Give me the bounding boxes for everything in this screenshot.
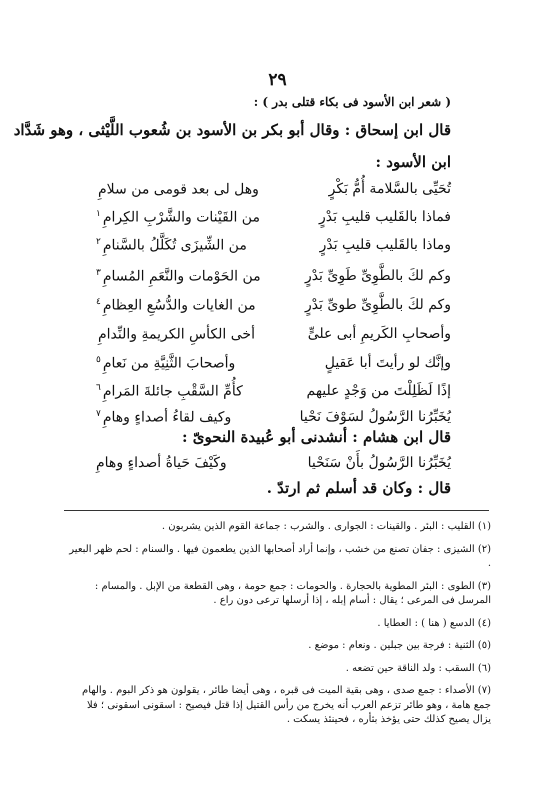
verse: [96, 233, 451, 257]
verse-second-text: من الشِّيزَى تُكَلَّلُ بالسَّنامِ: [102, 237, 247, 254]
intro-line: قال ابن إسحاق : وقال أبو بكر بن الأسود بن شُعوب اللَّيْثى ، وهو شَدَّاد: [13, 121, 451, 139]
footnotes: [66, 520, 491, 736]
verse-first-hemistich: يُخَبِّرُنا الرَّسُولُ بأَنْ سَنَحْيا: [307, 455, 451, 471]
verse: [96, 177, 451, 201]
footnote-ref: ٣: [96, 267, 101, 278]
verse-second-hemistich: [96, 209, 260, 226]
verse-second-text: من الغايات والدُّسُعِ العِظامِ: [102, 297, 256, 314]
verse-second-text: وهل لى بعد قومى من سلامِ: [98, 181, 259, 198]
verse-first-hemistich: وكم لكَ بالطَّوِىِّ طوىِّ بَدْرٍ: [304, 297, 451, 313]
verse: [96, 405, 451, 429]
prose-ibn-hisham: قال ابن هشام : أنشدنى أبو عُبيدة النحوىّ :: [182, 428, 451, 446]
verse-second-hemistich: [96, 268, 261, 285]
verse-first-hemistich: وماذا بالقَليب قليبِ بَدْرٍ: [319, 237, 451, 253]
footnote-ref: ٤: [96, 296, 101, 307]
verse-second-text: وكيف لقاءُ أصداءٍ وهامِ: [102, 409, 232, 426]
verse-second-hemistich: [96, 355, 235, 372]
verse: [96, 322, 451, 346]
footnote: (١) القليب : البئر . والقينات : الجوارى . والشرب : جماعة القوم الذين يشربون .: [161, 521, 491, 532]
footnote: (٣) الطوى : البئر المطوية بالحجارة . والحومات : جمع حومة ، وهى القطعة من الإبل . والمسام : المرسل فى المرعى ؛ يقال : أسام إبله ، إذا أرسلها ترعى دون راع .: [94, 580, 491, 606]
verse-second-hemistich: [96, 326, 255, 343]
footnote-ref: ١: [96, 208, 101, 219]
verse-second-hemistich: [96, 181, 259, 198]
footnote-ref: ٧: [96, 408, 101, 419]
section-header: ( شعر ابن الأسود فى بكاء قتلى بدر ) :: [253, 95, 451, 109]
verse-alternate: [96, 451, 451, 475]
verse-second-text: كأُمِّ السَّقْبِ جائلةَ المَرامِ: [102, 383, 243, 400]
verse-second-hemistich: [96, 409, 231, 426]
footnote-ref: ٦: [96, 382, 101, 393]
verse-first-hemistich: يُخَبِّرُنا الرَّسُولُ لسَوْفَ نَحْيا: [299, 409, 451, 425]
verse-second-text: وأصحابَ الثَّنِيَّةِ من نَعامِ: [102, 355, 236, 372]
verse: [96, 293, 451, 317]
intro-line: ابن الأسود :: [375, 153, 451, 171]
verse-second-hemistich: وكَيْفَ حَياةُ أصداءٍ وهامِ: [96, 455, 227, 471]
verse-second-text: أخى الكأسِ الكريمةِ والنِّدامِ: [98, 326, 255, 343]
footnote-ref: ٥: [96, 354, 101, 365]
verse: [96, 264, 451, 288]
footnote: (٧) الأصداء : جمع صدى ، وهى بقية الميت فى قبره ، وهى أيضا طائر ، يقولون هو ذكر البوم . والهام جمع هامة ، وهو طائر تزعم العرب أنه يخرج من رأس القتيل إذا قتل فيصيح : اسقونى اسقونى ؛ فلا يزال يصيح كذلك حتى يؤخذ بثأره ، فحينئذ يسكت .: [82, 685, 491, 725]
verse: [96, 205, 451, 229]
page-number: ٢٩: [268, 70, 287, 90]
verse: [96, 379, 451, 403]
verse-first-hemistich: وأصحابِ الكَريمِ أبى علىٍّ: [307, 326, 451, 342]
verse-second-hemistich: [96, 237, 247, 254]
verse-first-hemistich: إذًا لَظَلِلْتَ من وَجْدٍ عليهم: [306, 383, 451, 399]
footnote: (٦) السقب : ولد الناقة حين تضعه .: [345, 662, 491, 674]
footnote: (٢) الشيزى : جفان تصنع من خشب ، وإنما أراد أصحابها الذين يطعمون فيها . والسنام : لحم ظهر البعير .: [69, 543, 491, 569]
verse: [96, 351, 451, 375]
verse-second-text: من الحَوْمات والنَّعَمِ المُسامِ: [102, 268, 261, 285]
footnote-ref: ٢: [96, 236, 101, 247]
verse-second-hemistich: [96, 297, 256, 314]
verse-first-hemistich: تُحَيِّى بالسَّلامة أُمُّ بَكْرٍ: [328, 181, 451, 197]
verse-first-hemistich: وإنَّك لو رأيتَ أبا عَقيلٍ: [324, 355, 451, 371]
footnote-divider: [64, 510, 489, 511]
footnote: (٤) الدسع ( هنا ) : العطايا .: [377, 617, 491, 629]
verse-second-text: من القَيْنات والشَّرْبِ الكِرامِ: [102, 209, 260, 226]
verse-second-hemistich: [96, 383, 243, 400]
verse-first-hemistich: فماذا بالقَليب قليبِ بَدْرٍ: [319, 209, 451, 225]
verse-first-hemistich: وكم لكَ بالطَّوِىِّ طَوِىِّ بَدْرٍ: [304, 268, 451, 284]
closing-note: قال : وكان قد أسلم ثم ارتدّ .: [266, 479, 451, 497]
footnote: (٥) الثنية : فرجة بين جبلين . ونعام : موضع .: [308, 640, 491, 651]
